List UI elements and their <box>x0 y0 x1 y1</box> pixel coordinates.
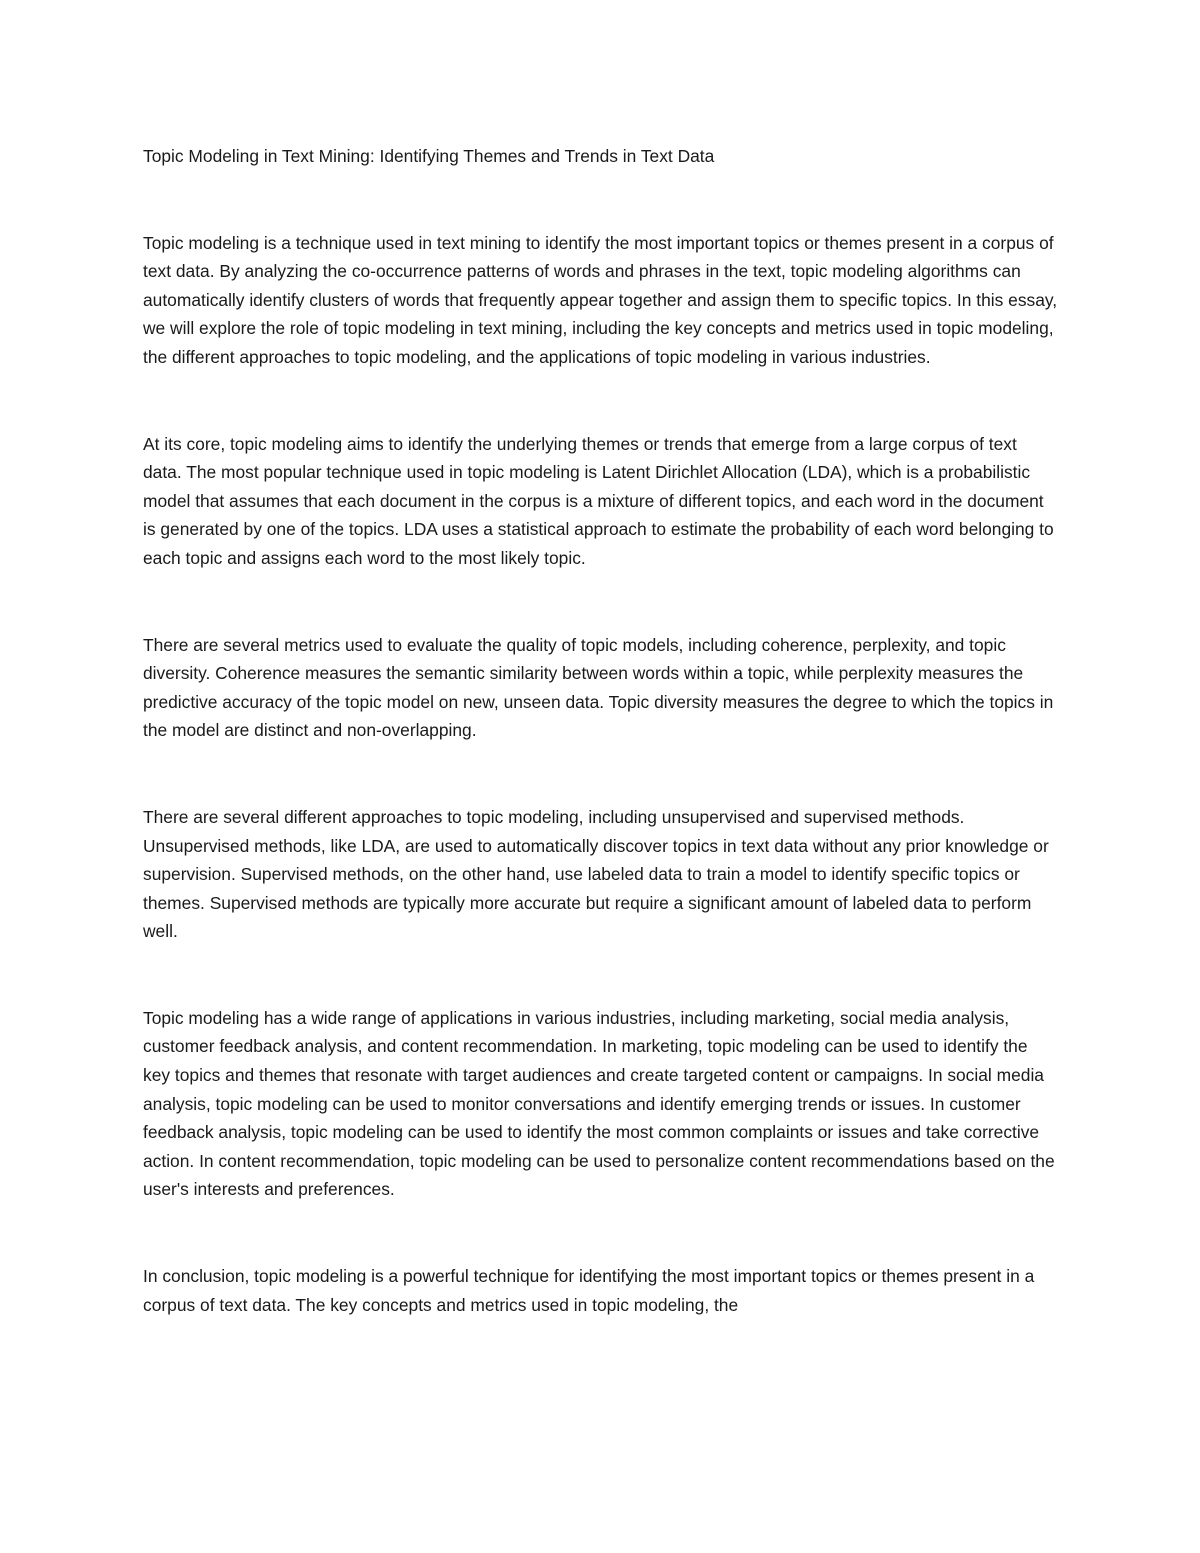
paragraph-conclusion: In conclusion, topic modeling is a powerful technique for identifying the most important topics or themes present in a corpus of text data. The key concepts and metrics used in topic modeling, the <box>143 1266 1035 1315</box>
paragraph-introduction: Topic modeling is a technique used in text mining to identify the most important topics or themes present in a corpus of text data. By analyzing the co-occurrence patterns of words and phrases in the text, topic modeling algorithms can automatically identify clusters of words that frequently appear together and assign them to specific topics. In this essay, we will explore the role of topic modeling in text mining, including the key concepts and metrics used in topic modeling, the different approaches to topic modeling, and the applications of topic modeling in various industries. <box>143 232 1058 367</box>
document-title: Topic Modeling in Text Mining: Identifying Themes and Trends in Text Data <box>143 146 715 166</box>
paragraph-applications: Topic modeling has a wide range of applications in various industries, including marketing, social media analysis, customer feedback analysis, and content recommendation. In marketing, topic modeling can be used to identify the key topics and themes that resonate with target audiences and create targeted content or campaigns. In social media analysis, topic modeling can be used to monitor conversations and identify emerging trends or issues. In customer feedback analysis, topic modeling can be used to identify the most common complaints or issues and take corrective action. In content recommendation, topic modeling can be used to personalize content recommendations based on the user's interests and preferences. <box>143 1007 1055 1200</box>
paragraph-metrics: There are several metrics used to evaluate the quality of topic models, including coherence, perplexity, and topic diversity. Coherence measures the semantic similarity between words within a topic, while perplexity measures the predictive accuracy of the topic model on new, unseen data. Topic diversity measures the degree to which the topics in the model are distinct and non-overlapping. <box>143 634 1054 741</box>
paragraph-core-lda: At its core, topic modeling aims to identify the underlying themes or trends that emerge from a large corpus of text data. The most popular technique used in topic modeling is Latent Dirichlet Allocation (LDA), which is a probabilistic model that assumes that each document in the corpus is a mixture of different topics, and each word in the document is generated by one of the topics. LDA uses a statistical approach to estimate the probability of each word belonging to each topic and assigns each word to the most likely topic. <box>143 433 1054 568</box>
document-body <box>143 142 1058 1319</box>
paragraph-approaches: There are several different approaches to topic modeling, including unsupervised and supervised methods. Unsupervised methods, like LDA, are used to automatically discover topics in text data without any prior knowledge or supervision. Supervised methods, on the other hand, use labeled data to train a model to identify specific topics or themes. Supervised methods are typically more accurate but require a significant amount of labeled data to perform well. <box>143 806 1049 942</box>
